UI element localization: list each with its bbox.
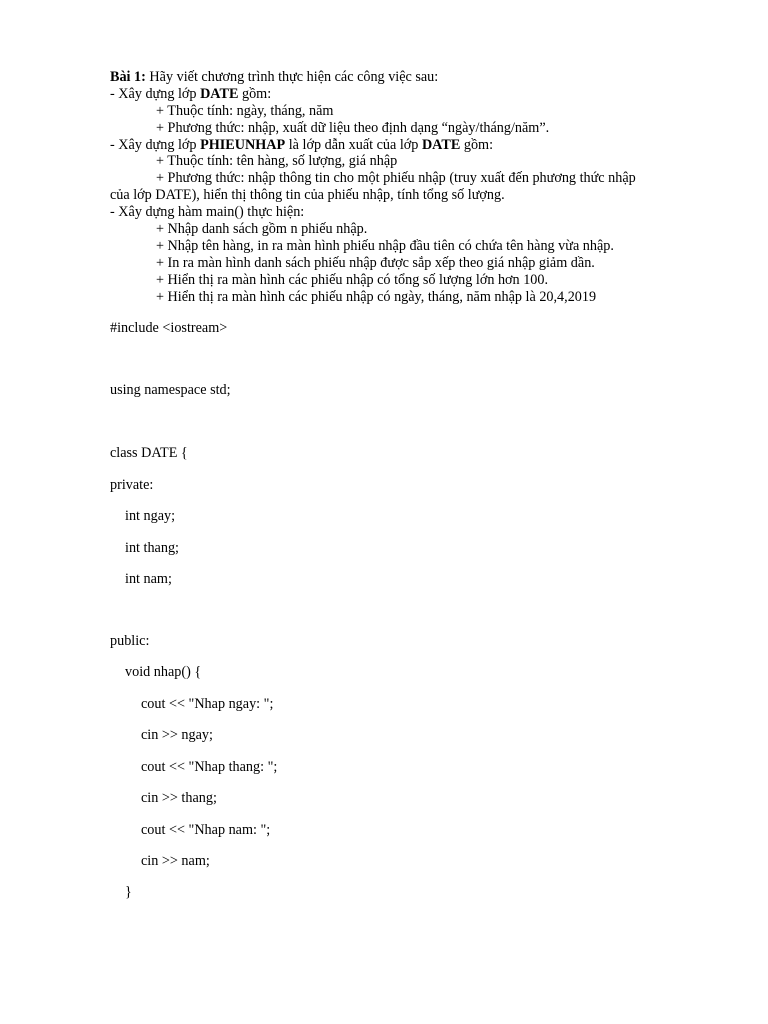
main-item: + Nhập tên hàng, in ra màn hình phiếu nhập đầu tiên có chứa tên hàng vừa nhập. <box>156 238 614 254</box>
code-line: using namespace std; <box>110 382 231 398</box>
code-line: } <box>125 884 132 900</box>
code-line: class DATE { <box>110 445 188 461</box>
code-line: cout << "Nhap ngay: "; <box>141 696 274 712</box>
phieunhap-methods-line-2: của lớp DATE), hiển thị thông tin của phiếu nhập, tính tổng số lượng. <box>110 187 505 203</box>
task-heading-label: Bài 1: <box>110 69 146 85</box>
date-class-suffix: gồm: <box>238 86 272 102</box>
code-line: void nhap() { <box>125 664 202 680</box>
code-line: public: <box>110 633 150 649</box>
phieunhap-prefix: - Xây dựng lớp <box>110 137 201 153</box>
phieunhap-class-name: PHIEUNHAP <box>200 137 286 153</box>
task-heading-text: Hãy viết chương trình thực hiện các công việc sau: <box>145 69 439 85</box>
main-item: + Hiển thị ra màn hình các phiếu nhập có ngày, tháng, năm nhập là 20,4,2019 <box>156 289 597 305</box>
date-class-prefix: - Xây dựng lớp <box>110 86 201 102</box>
code-line: int thang; <box>125 540 179 556</box>
task-heading <box>110 69 438 86</box>
code-line: private: <box>110 477 154 493</box>
code-line: #include <iostream> <box>110 320 228 336</box>
code-line: int nam; <box>125 571 172 587</box>
main-heading: - Xây dựng hàm main() thực hiện: <box>110 204 305 220</box>
code-line: cout << "Nhap nam: "; <box>141 822 271 838</box>
code-line: cin >> thang; <box>141 790 217 806</box>
main-item: + In ra màn hình danh sách phiếu nhập được sắp xếp theo giá nhập giảm dần. <box>156 255 595 271</box>
phieunhap-base-class: DATE <box>421 137 461 153</box>
main-item: + Nhập danh sách gồm n phiếu nhập. <box>156 221 368 237</box>
phieunhap-suffix: gồm: <box>460 137 494 153</box>
code-line: cin >> nam; <box>141 853 210 869</box>
code-line: cout << "Nhap thang: "; <box>141 759 278 775</box>
phieunhap-class-line <box>110 137 493 154</box>
date-methods: + Phương thức: nhập, xuất dữ liệu theo định dạng “ngày/tháng/năm”. <box>156 120 550 136</box>
phieunhap-attributes: + Thuộc tính: tên hàng, số lượng, giá nhập <box>156 153 398 169</box>
phieunhap-methods-line-1: + Phương thức: nhập thông tin cho một phiếu nhập (truy xuất đến phương thức nhập <box>156 170 636 186</box>
main-item: + Hiển thị ra màn hình các phiếu nhập có tổng số lượng lớn hơn 100. <box>156 272 549 288</box>
phieunhap-middle: là lớp dẫn xuất của lớp <box>285 137 422 153</box>
date-attributes: + Thuộc tính: ngày, tháng, năm <box>156 103 334 119</box>
date-class-name: DATE <box>200 86 239 102</box>
code-line: int ngay; <box>125 508 176 524</box>
date-class-line <box>110 86 271 103</box>
code-line: cin >> ngay; <box>141 727 213 743</box>
